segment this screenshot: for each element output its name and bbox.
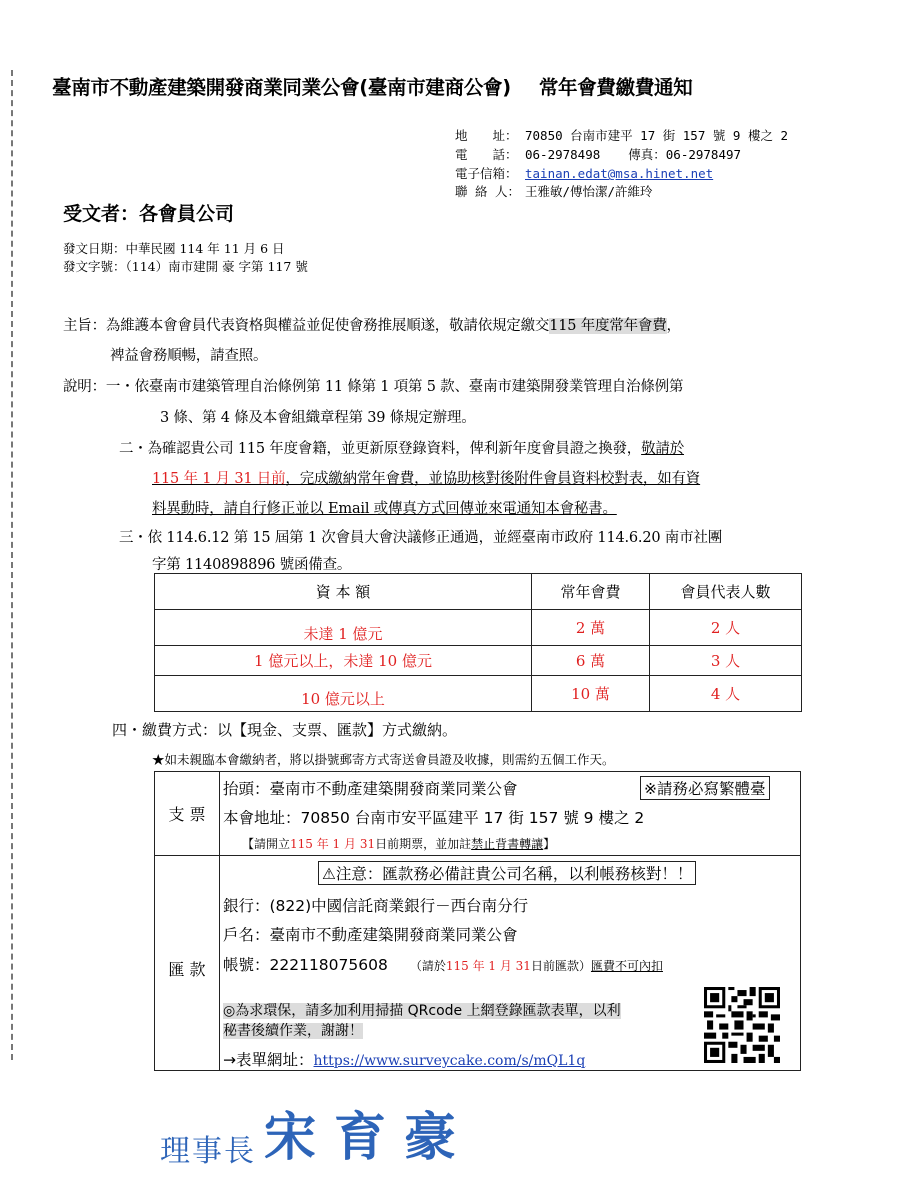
subject-text: 為維護本會會員代表資格與權益並促使會務推展順遂，敬請依規定繳交 <box>105 318 550 334</box>
payment-table <box>154 771 801 1071</box>
fee-table <box>154 573 802 712</box>
item-2-line-2-text: ，完成繳納常年會費，並協助核對後附件會員資料校對表，如有資 <box>285 471 701 487</box>
form-url-link[interactable]: https://www.surveycake.com/s/mQL1q <box>313 1053 586 1069</box>
cell-reps: 2 人 <box>650 610 802 646</box>
subject-label: 主旨： <box>63 318 106 334</box>
check-address: 本會地址：70850 台南市安平區建平 17 街 157 號 9 樓之 2 <box>223 809 645 827</box>
email-link[interactable]: tainan.edat@msa.hinet.net <box>525 166 714 181</box>
account-name: 戶名：臺南市不動產建築開發商業同業公會 <box>223 926 518 944</box>
no-endorsement: 禁止背書轉讓 <box>471 837 544 851</box>
contact-phone <box>455 145 741 163</box>
item-2-line-2 <box>152 467 700 488</box>
form-label: →表單網址： <box>223 1051 314 1069</box>
cell-reps: 4 人 <box>650 676 802 712</box>
signature-title: 理事長 <box>160 1134 256 1169</box>
signature-name: 宋育豪 <box>264 1107 475 1168</box>
subject-line-2: 裨益會務順暢，請查照。 <box>110 348 268 364</box>
check-deadline: 115 年 1 月 31 <box>290 837 376 851</box>
recipient: 受文者：各會員公司 <box>63 203 235 225</box>
remittance-notice: ⚠注意：匯款務必備註貴公司名稱，以利帳務核對！！ <box>318 861 696 885</box>
issue-date: 發文日期：中華民國 114 年 11 月 6 日 <box>63 241 285 256</box>
fee-table-header <box>155 574 802 610</box>
cell-capital: 10 億元以上 <box>155 676 532 712</box>
item-2-please: 敬請於 <box>641 441 685 457</box>
issue-number: 發文字號：（114）南市建開 豪 字第 117 號 <box>63 259 308 274</box>
eco-note <box>223 1000 621 1040</box>
eco-line-1: ◎為求環保，請多加利用掃描 QRcode 上網登錄匯款表單，以利 <box>223 1003 621 1019</box>
explanation-item-3 <box>119 526 722 547</box>
table-row <box>155 676 802 712</box>
item-2-marker: 二・ <box>119 441 148 457</box>
item-3-marker: 三・ <box>119 530 148 546</box>
item-1-line-2: 3 條、第 4 條及本會組織章程第 39 條規定辦理。 <box>160 410 476 426</box>
address-label: 地 址： <box>455 128 518 143</box>
item-4-marker: 四・ <box>112 721 143 739</box>
subject-line-1 <box>63 314 681 335</box>
subject-highlight: 115 年度常年會費 <box>549 318 667 334</box>
contact-person <box>455 182 653 200</box>
title-sub: 常年會費繳費通知 <box>538 76 693 99</box>
bank-info: 銀行：(822)中國信託商業銀行－西台南分行 <box>223 897 529 915</box>
form-url-line <box>223 1048 585 1070</box>
deadline-open: （請於 <box>409 959 446 973</box>
phone-value: 06-2978498 <box>525 147 601 162</box>
cell-fee: 6 萬 <box>532 646 650 676</box>
cell-fee: 2 萬 <box>532 610 650 646</box>
email-label: 電子信箱： <box>455 166 518 181</box>
check-instruction <box>242 835 555 852</box>
remittance-row <box>155 856 801 1071</box>
traditional-chinese-note: ※請務必寫繁體臺 <box>640 776 770 800</box>
account-number <box>223 953 663 975</box>
chairman-signature <box>160 1095 474 1170</box>
header-annual-fee: 常年會費 <box>532 574 650 610</box>
item-3-line-2: 字第 1140898896 號函備查。 <box>152 557 352 573</box>
contact-email <box>455 164 713 182</box>
table-row <box>155 646 802 676</box>
header-representatives: 會員代表人數 <box>650 574 802 610</box>
explanation-label: 說明： <box>63 379 106 395</box>
account-number-value: 帳號：222118075608 <box>223 956 388 974</box>
fax-label: 傳真： <box>628 147 666 162</box>
eco-line-2: 秘書後續作業，謝謝！ <box>223 1023 363 1039</box>
explanation-item-4 <box>112 719 457 740</box>
mail-note: ★如未親臨本會繳納者，將以掛號郵寄方式寄送會員證及收據，則需約五個工作天。 <box>152 752 615 767</box>
instr-close: 】 <box>543 837 556 851</box>
cell-capital: 1 億元以上，未達 10 億元 <box>155 646 532 676</box>
fee-note: 匯費不可內扣 <box>590 959 663 973</box>
qr-code-icon[interactable] <box>704 987 780 1063</box>
instr-open: 【請開立 <box>242 837 291 851</box>
item-3-line-1: 依 114.6.12 第 15 屆第 1 次會員大會決議修正通過，並經臺南市政府 114.6.20 南市社團 <box>147 530 722 546</box>
check-payee: 抬頭：臺南市不動產建築開發商業同業公會 <box>223 780 518 798</box>
binding-margin-line <box>11 70 13 1060</box>
item-1-marker: 一・ <box>105 379 135 395</box>
explanation-item-2 <box>119 437 684 458</box>
contact-address <box>455 126 788 144</box>
instr-mid: 日前期票，並加註 <box>375 837 472 851</box>
explanation-item-1 <box>63 375 683 396</box>
remit-deadline: 115 年 1 月 31 <box>445 959 531 973</box>
phone-label: 電 話： <box>455 147 518 162</box>
cell-reps: 3 人 <box>650 646 802 676</box>
document-title <box>52 72 692 100</box>
title-main: 臺南市不動產建築開發商業同業公會(臺南市建商公會) <box>52 76 511 99</box>
item-4-text: 繳費方式：以【現金、支票、匯款】方式繳納。 <box>142 721 458 739</box>
check-details <box>220 772 801 856</box>
check-row <box>155 772 801 856</box>
cell-capital: 未達 1 億元 <box>155 610 532 646</box>
check-label: 支 票 <box>155 772 220 856</box>
deadline-close: 日前匯款） <box>530 959 591 973</box>
person-value: 王雅敏/傅怡潔/許維玲 <box>525 184 653 199</box>
item-2-line-1: 為確認貴公司 115 年度會籍，並更新原登錄資料，俾利新年度會員證之換發， <box>147 441 642 457</box>
person-label: 聯 絡 人： <box>455 184 521 199</box>
remittance-label: 匯 款 <box>155 856 220 1071</box>
item-1-line-1: 依臺南市建築管理自治條例第 11 條第 1 項第 5 款、臺南市建築開發業管理自治條例第 <box>134 379 684 395</box>
item-2-deadline: 115 年 1 月 31 日前 <box>152 471 286 487</box>
header-capital: 資 本 額 <box>155 574 532 610</box>
item-2-line-3: 料異動時，請自行修正並以 Email 或傳真方式回傳並來電通知本會秘書。 <box>152 501 617 517</box>
table-row <box>155 610 802 646</box>
cell-fee: 10 萬 <box>532 676 650 712</box>
fax-value: 06-2978497 <box>665 147 742 162</box>
remittance-details <box>220 856 801 1071</box>
address-value: 70850 台南市建平 17 街 157 號 9 樓之 2 <box>525 128 789 143</box>
subject-comma: ， <box>666 318 681 334</box>
